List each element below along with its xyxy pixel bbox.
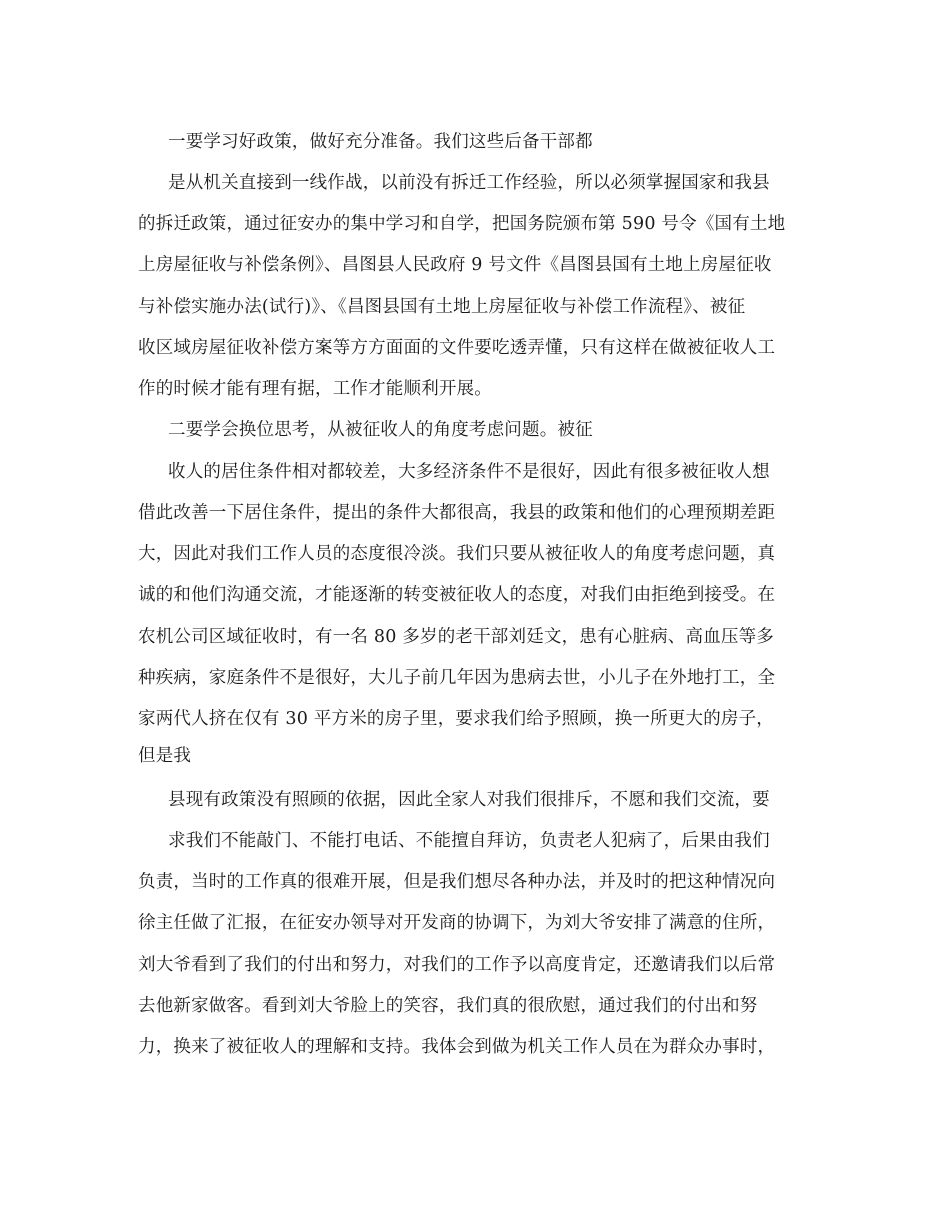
- text-line: 种疾病，家庭条件不是很好，大儿子前几年因为患病去世，小儿子在外地打工，全: [138, 668, 776, 688]
- text-line: 作的时候才能有理有据，工作才能顺利开展。: [138, 379, 492, 399]
- text-line: 二要学会换位思考，从被征收人的角度考虑问题。被征: [168, 420, 593, 440]
- text-line: 一要学习好政策，做好充分准备。我们这些后备干部都: [168, 132, 593, 152]
- text-line: 负责，当时的工作真的很难开展，但是我们想尽各种办法，并及时的把这种情况向: [138, 872, 776, 892]
- text-line: 的拆迁政策，通过征安办的集中学习和自学，把国务院颁布第 590 号令《国有土地: [138, 214, 786, 234]
- text-line: 家两代人挤在仅有 30 平方米的房子里，要求我们给予照顾，换一所更大的房子，: [138, 709, 774, 729]
- text-line: 收人的居住条件相对都较差，大多经济条件不是很好，因此有很多被征收人想: [168, 462, 770, 482]
- text-line: 大，因此对我们工作人员的态度很冷淡。我们只要从被征收人的角度考虑问题，真: [138, 544, 776, 564]
- text-line: 力，换来了被征收人的理解和支持。我体会到做为机关工作人员在为群众办事时，: [138, 1037, 776, 1057]
- text-line: 与补偿实施办法(试行)》、《昌图县国有土地上房屋征收与补偿工作流程》、被征: [138, 297, 746, 317]
- text-line: 是从机关直接到一线作战，以前没有拆迁工作经验，所以必须掌握国家和我县: [168, 173, 770, 193]
- text-line: 但是我: [138, 746, 192, 766]
- text-line: 去他新家做客。看到刘大爷脸上的笑容，我们真的很欣慰，通过我们的付出和努: [138, 996, 758, 1016]
- text-line: 上房屋征收与补偿条例》、昌图县人民政府 9 号文件《昌图县国有土地上房屋征收: [138, 255, 772, 275]
- text-line: 徐主任做了汇报，在征安办领导对开发商的协调下，为刘大爷安排了满意的住所，: [138, 913, 776, 933]
- text-line: 县现有政策没有照顾的依据，因此全家人对我们很排斥，不愿和我们交流，要: [168, 790, 770, 810]
- text-line: 求我们不能敲门、不能打电话、不能擅自拜访，负责老人犯病了，后果由我们: [168, 831, 770, 851]
- text-line: 借此改善一下居住条件，提出的条件大都很高，我县的政策和他们的心理预期差距: [138, 503, 776, 523]
- text-line: 刘大爷看到了我们的付出和努力，对我们的工作予以高度肯定，还邀请我们以后常: [138, 955, 776, 975]
- text-line: 农机公司区域征收时，有一名 80 多岁的老干部刘廷文，患有心脏病、高血压等多: [138, 627, 774, 647]
- text-line: 诚的和他们沟通交流，才能逐渐的转变被征收人的态度，对我们由拒绝到接受。在: [138, 585, 776, 605]
- text-line: 收区域房屋征收补偿方案等方方面面的文件要吃透弄懂，只有这样在做被征收人工: [138, 338, 776, 358]
